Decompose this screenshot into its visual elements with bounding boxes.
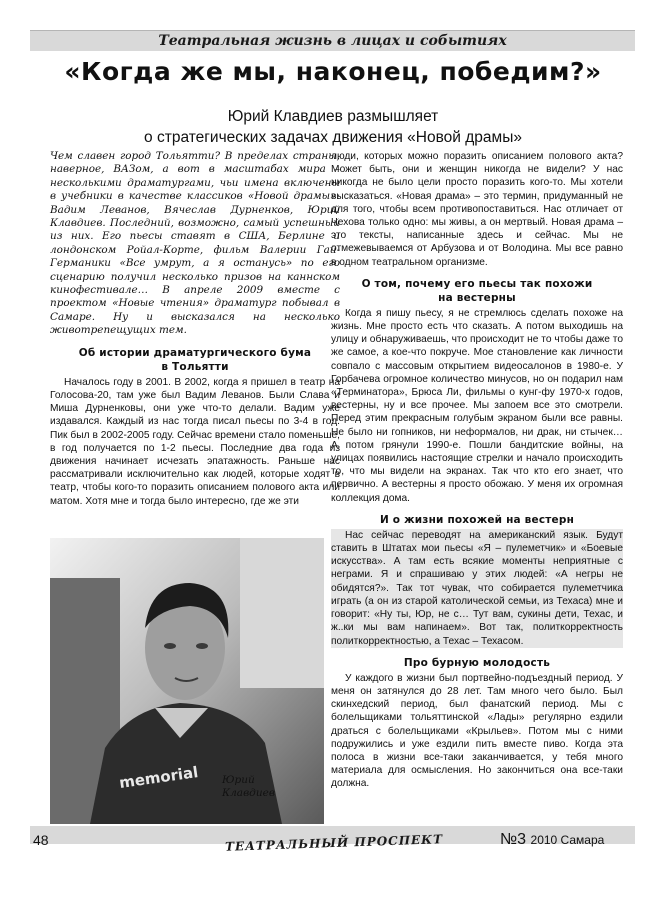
photo-shirt-text: memorial xyxy=(118,763,200,792)
header-bar xyxy=(30,30,635,51)
lead-paragraph: Чем славен город Тольятти? В пределах страны, наверное, ВАЗом, а вот в масштабах мира – несколькими драматургами, чьи имена включены в учебники в качестве классиков «Новой драмы»: Вадим Леванов, Вячеслав Дурненков, Юрий Клавдиев. Последний, возможно, самый успешный из них. Его пьесы ставят в США, Берлине и лондонском Ройал-Корте, фильм Валерии Гай-Германики «Все умрут, а я останусь» по его сценарию получил несколько призов на каннском кинофестивале… В апреле 2009 вместе с проектом «Новые чтения» драматург побывал в Самаре. Ну и высказался на несколько животрепещущих тем. xyxy=(50,150,340,337)
issue-number: №3 xyxy=(500,831,527,848)
photo-caption-line-2: Клавдиев xyxy=(222,787,275,799)
section-1-heading-line-2: в Тольятти xyxy=(161,360,229,373)
issue-info xyxy=(500,831,604,849)
section-1-heading-line-1: Об истории драматургического бума xyxy=(78,346,312,359)
portrait-image xyxy=(50,538,324,824)
section-2-heading-line-1: О том, почему его пьесы так похожи xyxy=(361,277,593,290)
continued-paragraph: люди, которых можно поразить описанием полового акта? Может быть, они и женщин никогда не видели? У нас никогда не было цели просто поразить кого-то. Мы хотели высказаться. «Новая драма» – это термин, придуманный не для того, чтобы всем противопоставиться. Нас отличает от Чехова только одно: мы живы, а он мертвый. Новая драма – это тексты, написанные здесь и сейчас. Мы не отмежевываемся от Арбузова и от Володина. Мы все равно в одном театральном организме. xyxy=(331,151,623,268)
running-header-title: Театральная жизнь в лицах и событиях xyxy=(158,33,507,49)
section-3-heading: И о жизни похожей на вестерн xyxy=(379,513,575,526)
article-subhead xyxy=(60,106,606,148)
section-2-heading-line-2: на вестерны xyxy=(438,291,516,304)
section-1-paragraph: Началось году в 2001. В 2002, когда я пришел в театр на Голосова-20, там уже был Вадим Леванов. Были Слава и Миша Дурненковы, они уже что-то делали. Вадим уже издавался. Каждый из нас тогда писал пьесы по 3-4 в год. Пик был в 2002-2005 году. Сейчас времени стало поменьше, в год получается по 1-2 пьесы. Последние два года из движения начинает исчезать эпатажность. Раньше нас рассматривали исключительно как людей, которые ходят в театр, чтобы кого-то поразить описанием полового акта или матом. Хотя мне и тогда было интересно, где же эти xyxy=(50,376,340,507)
issue-year-city: 2010 Самара xyxy=(530,833,605,847)
section-3-paragraph: Нас сейчас переводят на американский язык. Будут ставить в Штатах мои пьесы «Я – пулеметчик» и «Боевые искусства». А там есть всякие моменты неприятные с неграми. Я и спрашиваю у этих людей: «А негры не обидятся?». Так тот чувак, что собирается пулеметчика играть (а он из старой католической семьи, из Техаса) мне и говорит: «Ну ты, Юр, не с… Тут вам, сукины дети, Техас, и ж..ки мы вам напинаем». Вот так, политкорректность политкорректностью, а Техас – Техасом. xyxy=(331,529,623,647)
right-column xyxy=(331,150,623,791)
left-column xyxy=(50,150,340,508)
section-4-heading: Про бурную молодость xyxy=(403,656,551,669)
section-2-paragraph: Когда я пишу пьесу, я не стремлюсь сделать похоже на жизнь. Мне просто есть что сказать. А потом выходишь на улицу и обнаруживаешь, что происходит не то чтобы даже то же самое, а кое-что покруче. Мое становление как личности совпало с массовым открытием видеосалонов в 1980-е. У Горбачева огромное количество минусов, но он подарил нам «Терминатора», Брюса Ли, фильмы о кунг-фу 1970-х годов, вестерны, ну и все прочее. Мы запоем все это смотрели. Перед этим прекрасным голубым экраном были все равны. Не было ни гопников, ни неформалов, ни драк, ни стычек… А потом грянули 1990-е. Пошли бандитские войны, на улицах появились настоящие стрелки и начало происходить то, что мы видели на экранах. Так что кто его знает, что первично. А вестерны я просто обожаю. У меня их огромная коллекция дома. xyxy=(331,307,623,504)
subhead-line-1: Юрий Клавдиев размышляет xyxy=(227,108,439,125)
subhead-line-2: о стратегических задачах движения «Новой драмы» xyxy=(144,129,522,146)
photo-caption xyxy=(222,774,282,800)
section-2-heading xyxy=(331,277,623,305)
author-photo xyxy=(50,538,324,824)
article-headline: «Когда же мы, наконец, победим?» xyxy=(64,57,602,86)
photo-caption-line-1: Юрий xyxy=(222,774,255,786)
section-4-paragraph: У каждого в жизни был портвейно-подъездный период. У меня он затянулся до 28 лет. Там много чего было. Был скинхедский период, был фанатский период. Мы с болельщиками тольяттинской «Лады» регулярно ездили драться с болельщиками «Крыльев». Потом мы с ними подружились и уже ездили пить вместе пиво. Когда эта полоса в жизни все-таки заканчивается, у тебя много материала для осмысления. Но закончиться она все-таки должна. xyxy=(331,672,623,790)
magazine-title: ТЕАТРАЛЬНЫЙ ПРОСПЕКТ xyxy=(224,832,444,854)
page-number: 48 xyxy=(33,832,49,848)
section-1-heading xyxy=(50,346,340,374)
